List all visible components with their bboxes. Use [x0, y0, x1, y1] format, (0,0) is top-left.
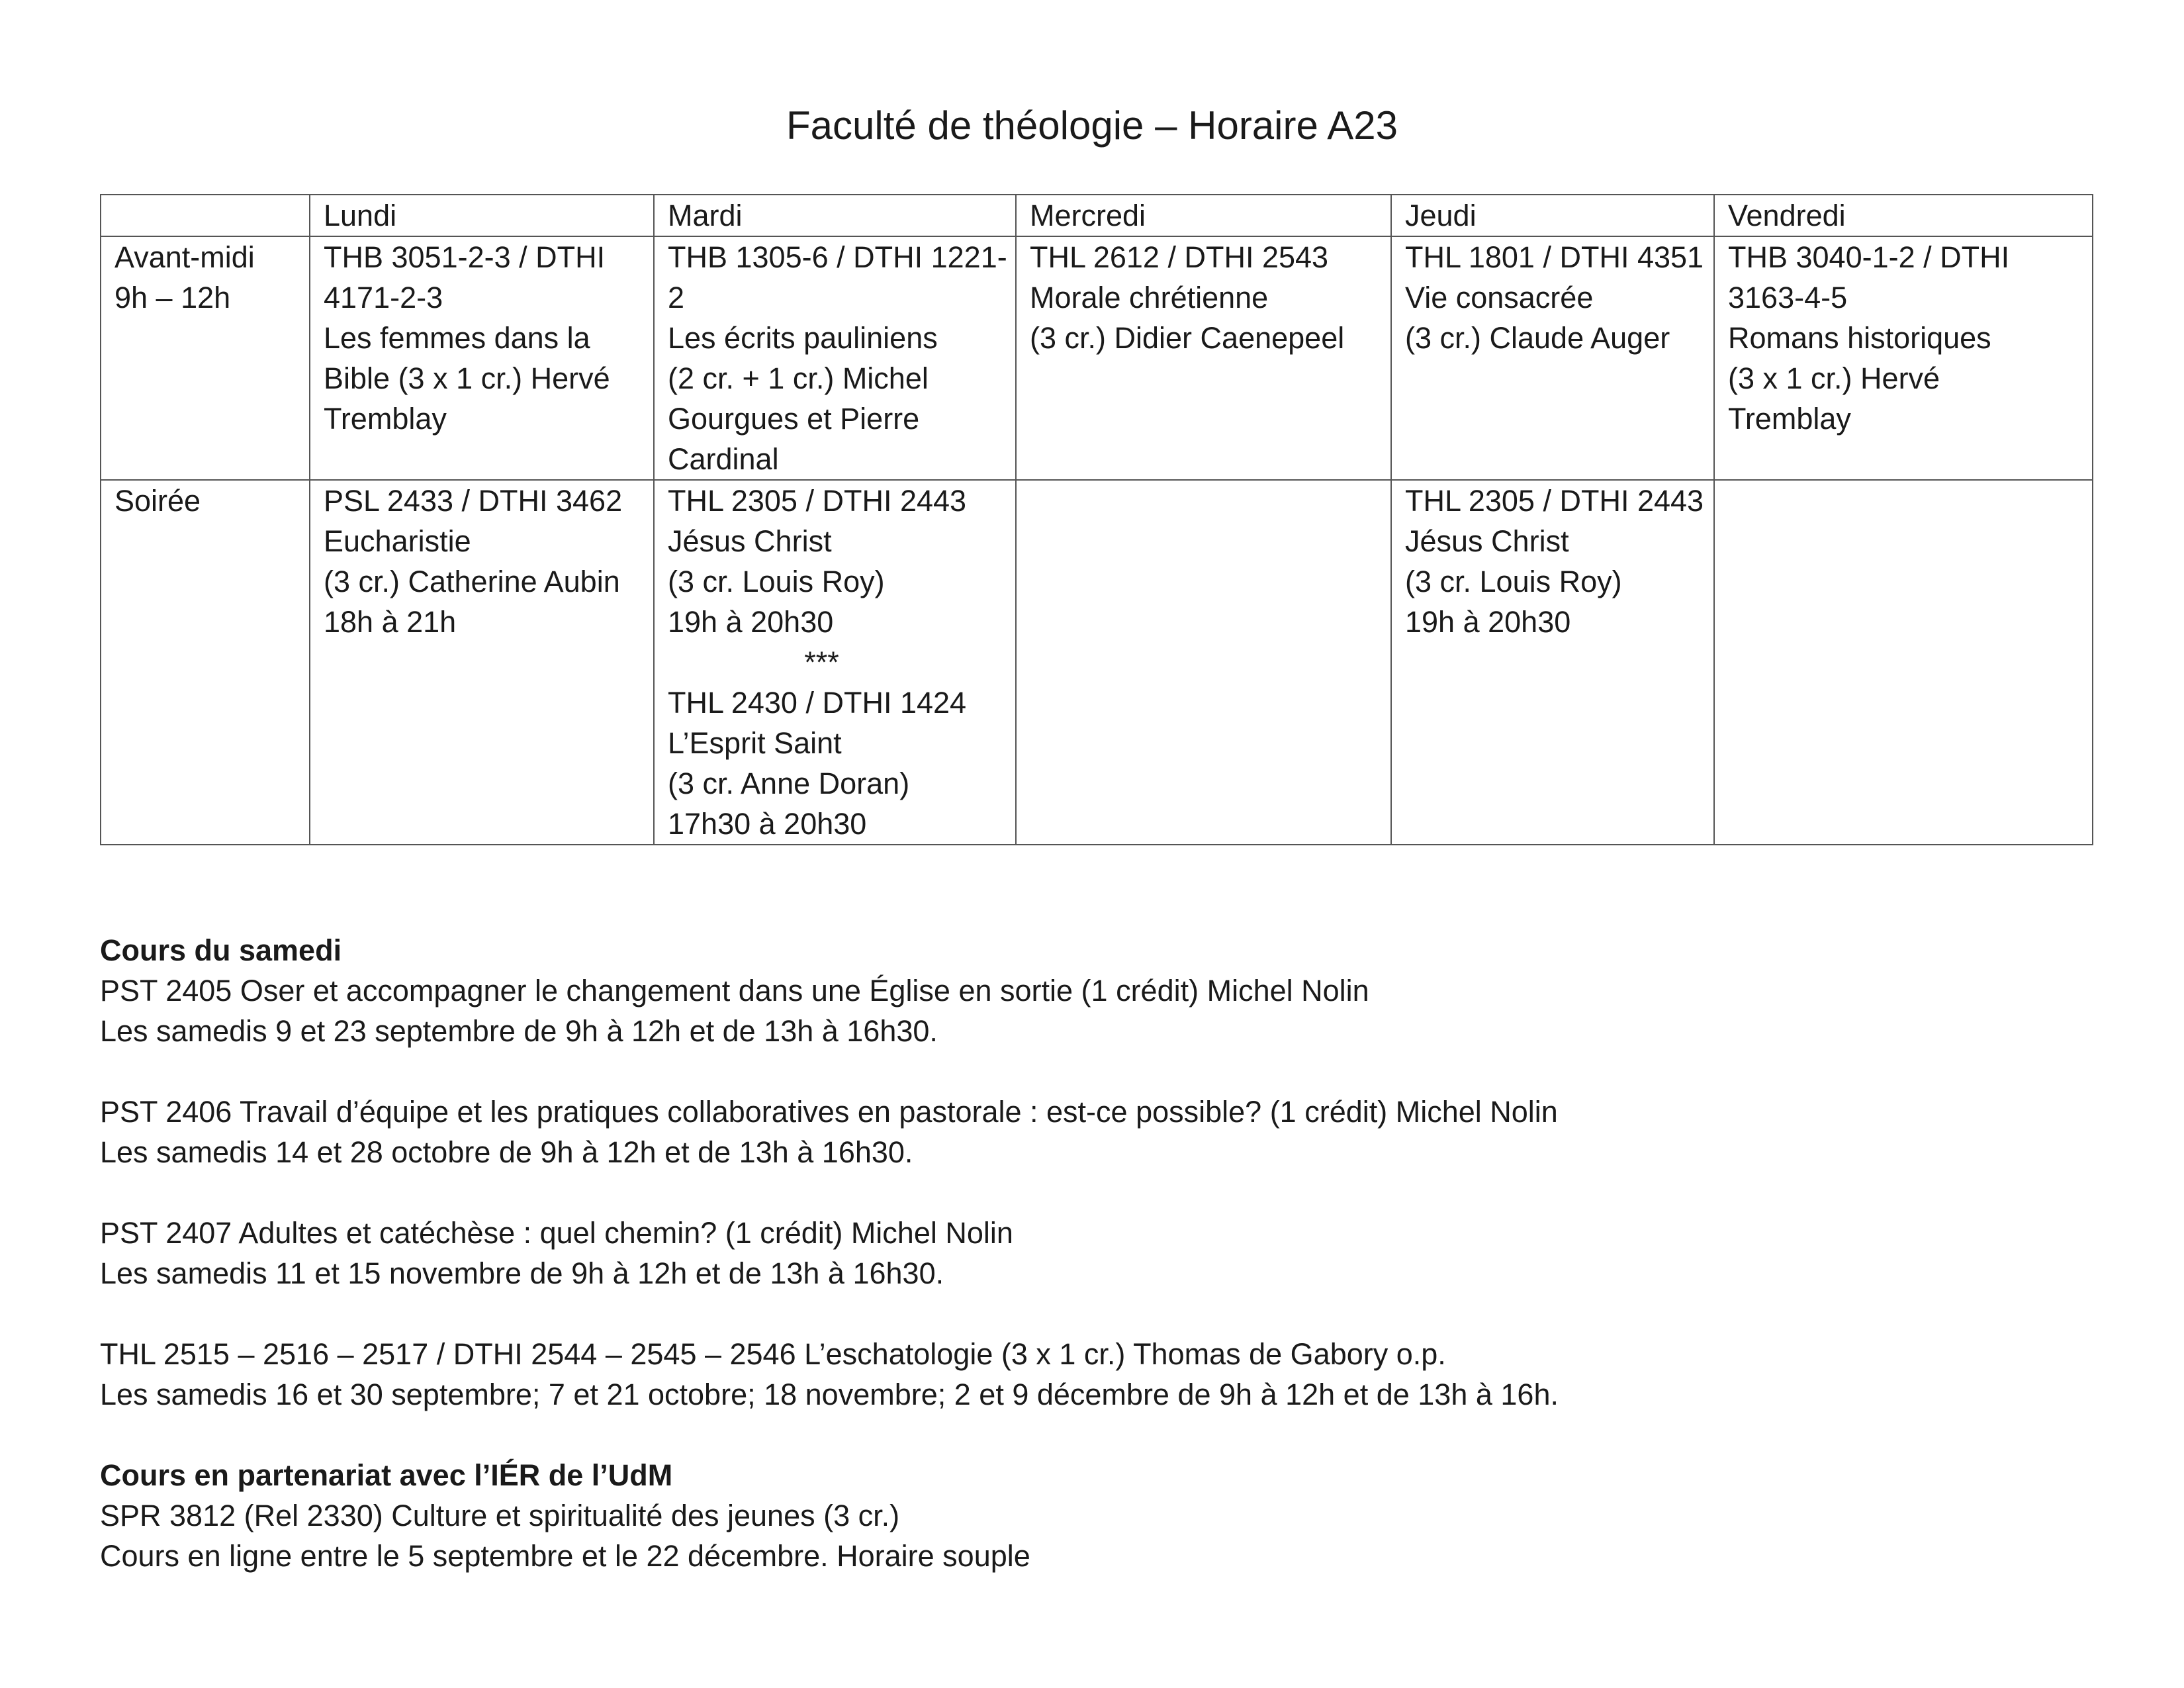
day-header-mercredi: Mercredi: [1016, 195, 1391, 236]
course-cell-lundi-soiree: PSL 2433 / DTHI 3462 Eucharistie (3 cr.) Catherine Aubin 18h à 21h: [310, 480, 654, 845]
separator-stars: ***: [804, 645, 839, 679]
course-cell-vendredi-avant-midi: THB 3040-1-2 / DTHI 3163-4-5 Romans historiques (3 x 1 cr.) Hervé Tremblay: [1714, 236, 2093, 480]
row-label-soiree: Soirée: [101, 480, 310, 845]
saturday-heading: Cours du samedi: [100, 933, 342, 967]
schedule-row-avant-midi: [101, 236, 2093, 480]
course-dates: Les samedis 16 et 30 septembre; 7 et 21 octobre; 18 novembre; 2 et 9 décembre de 9h à 12h et de 13h à 16h.: [100, 1378, 1559, 1411]
course-cell-jeudi-avant-midi: THL 1801 / DTHI 4351 Vie consacrée (3 cr.) Claude Auger: [1391, 236, 1714, 480]
course-cell-vendredi-soiree: [1714, 480, 2093, 845]
course-cell-jeudi-soiree: THL 2305 / DTHI 2443 Jésus Christ (3 cr. Louis Roy) 19h à 20h30: [1391, 480, 1714, 845]
page-title: Faculté de théologie – Horaire A23: [786, 103, 1398, 148]
partnership-course: SPR 3812 (Rel 2330) Culture et spiritualité des jeunes (3 cr.): [100, 1499, 900, 1532]
course-cell-mercredi-soiree: [1016, 480, 1391, 845]
course-cell-mardi-soiree: THL 2305 / DTHI 2443 Jésus Christ (3 cr. Louis Roy) 19h à 20h30 *** THL 2430 / DTHI 1424 L’Esprit Saint (3 cr. Anne Doran) 17h30 à 20h30: [654, 480, 1016, 845]
day-header-lundi: Lundi: [310, 195, 654, 236]
day-header-vendredi: Vendredi: [1714, 195, 2093, 236]
course-cell-lundi-avant-midi: THB 3051-2-3 / DTHI 4171-2-3 Les femmes dans la Bible (3 x 1 cr.) Hervé Tremblay: [310, 236, 654, 480]
schedule-table: [100, 194, 2093, 845]
corner-cell: [101, 195, 310, 236]
row-label-avant-midi: Avant-midi 9h – 12h: [101, 236, 310, 480]
partnership-heading: Cours en partenariat avec l’IÉR de l’UdM: [100, 1458, 673, 1492]
course-title: PST 2407 Adultes et catéchèse : quel chemin? (1 crédit) Michel Nolin: [100, 1216, 1013, 1250]
course-dates: Les samedis 14 et 28 octobre de 9h à 12h et de 13h à 16h30.: [100, 1135, 913, 1169]
day-header-mardi: Mardi: [654, 195, 1016, 236]
saturday-courses-section: [100, 930, 2085, 1576]
course-title: PST 2405 Oser et accompagner le changement dans une Église en sortie (1 crédit) Michel Nolin: [100, 974, 1369, 1008]
schedule-header-row: [101, 195, 2093, 236]
partnership-note: Cours en ligne entre le 5 septembre et le 22 décembre. Horaire souple: [100, 1539, 1030, 1573]
course-title: THL 2515 – 2516 – 2517 / DTHI 2544 – 2545 – 2546 L’eschatologie (3 x 1 cr.) Thomas de Gabory o.p.: [100, 1337, 1446, 1371]
day-header-jeudi: Jeudi: [1391, 195, 1714, 236]
course-cell-mardi-avant-midi: THB 1305-6 / DTHI 1221- 2 Les écrits pauliniens (2 cr. + 1 cr.) Michel Gourgues et Pierre Cardinal: [654, 236, 1016, 480]
course-title: PST 2406 Travail d’équipe et les pratiques collaboratives en pastorale : est-ce possible? (1 crédit) Michel Nolin: [100, 1095, 1558, 1129]
schedule-row-soiree: [101, 480, 2093, 845]
course-dates: Les samedis 11 et 15 novembre de 9h à 12h et de 13h à 16h30.: [100, 1256, 944, 1290]
course-cell-mercredi-avant-midi: THL 2612 / DTHI 2543 Morale chrétienne (3 cr.) Didier Caenepeel: [1016, 236, 1391, 480]
course-dates: Les samedis 9 et 23 septembre de 9h à 12h et de 13h à 16h30.: [100, 1014, 938, 1048]
